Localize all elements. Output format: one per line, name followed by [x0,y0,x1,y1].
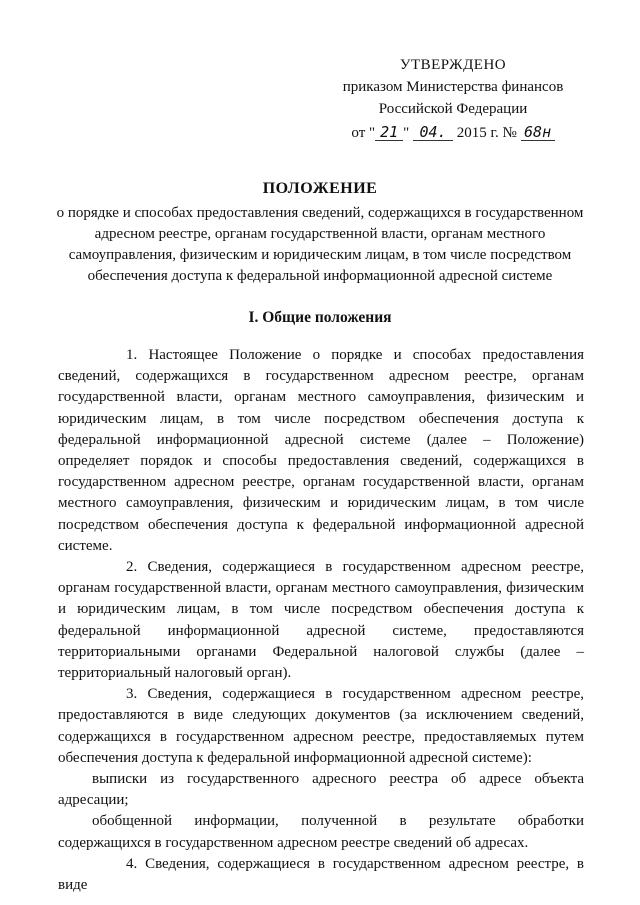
paragraph-list-item [58,811,584,853]
paragraph [58,854,584,896]
handwritten-month: 04. [413,124,453,141]
approval-line-ministry: приказом Министерства финансов [342,79,564,95]
document-body [58,345,584,896]
paragraph-number: 3. [126,686,138,703]
paragraph-text: Настоящее Положение о порядке и способах предоставления сведений, содержащихся в государственном адресном реестре, органам государственной власти, органам местного самоуправления, физическим и юридическим лицам, в том числе посредством обеспечения доступа к федеральной информационной адресной системе (далее – Положение) определяет порядок и способы предоставления сведений, содержащихся в государственном адресном реестре, органам государственной власти, органам местного самоуправления, физическим и юридическим лицам, в том числе посредством обеспечения доступа к федеральной информационной адресной системе. [58,347,584,554]
paragraph-text: Сведения, содержащиеся в государственном адресном реестре, органам государственной власти, органам местного самоуправления, физическим и юридическим лицам, в том числе посредством обеспечения доступа к федеральной информационной адресной системе, предоставляются территориальными органами Федеральной налоговой службы (далее – территориальный налоговый орган). [58,559,585,682]
paragraph [58,684,584,769]
paragraph-number: 4. [126,855,138,872]
date-prefix: от [351,125,366,141]
document-title: ПОЛОЖЕНИЕ [262,180,378,197]
paragraph-number: 1. [126,347,138,363]
document-subtitle: о порядке и способах предоставления сведений, содержащихся в государственном адресном реестре, органам государственной власти, органам местного самоуправления, физическим и юридическим лицам, в том числе посредством обеспечения доступа к федеральной информационной адресной системе [56,205,584,284]
approval-word: УТВЕРЖДЕНО [399,57,507,73]
approval-stamp [338,54,568,144]
handwritten-order-number: 68н [521,124,555,141]
section-title: I. Общие положения [248,309,392,326]
handwritten-day: 21 [375,124,403,141]
paragraph-text: Сведения, содержащиеся в государственном адресном реестре, в виде [58,855,585,894]
paragraph-text: обобщенной информации, полученной в результате обработки содержащихся в государственном адресном реестре сведений об адресах. [58,813,584,851]
paragraph-text: Сведения, содержащиеся в государственном адресном реестре, предоставляются в виде следующих документов (за исключением сведений, содержащихся в государственном адресном реестре, предоставляемых путем обеспечения доступа к федеральной информационной адресной системе): [58,686,585,766]
paragraph-number: 2. [126,559,138,576]
approval-date-line: от " 21 " 04. 2015 г. № 68н [338,122,568,144]
paragraph [58,345,584,557]
paragraph-list-item [58,769,584,811]
date-year-text: 2015 г. № [456,125,517,141]
paragraph [58,557,584,684]
approval-line-federation: Российской Федерации [378,101,528,117]
paragraph-text: выписки из государственного адресного реестра об адресе объекта адресации; [58,771,584,809]
